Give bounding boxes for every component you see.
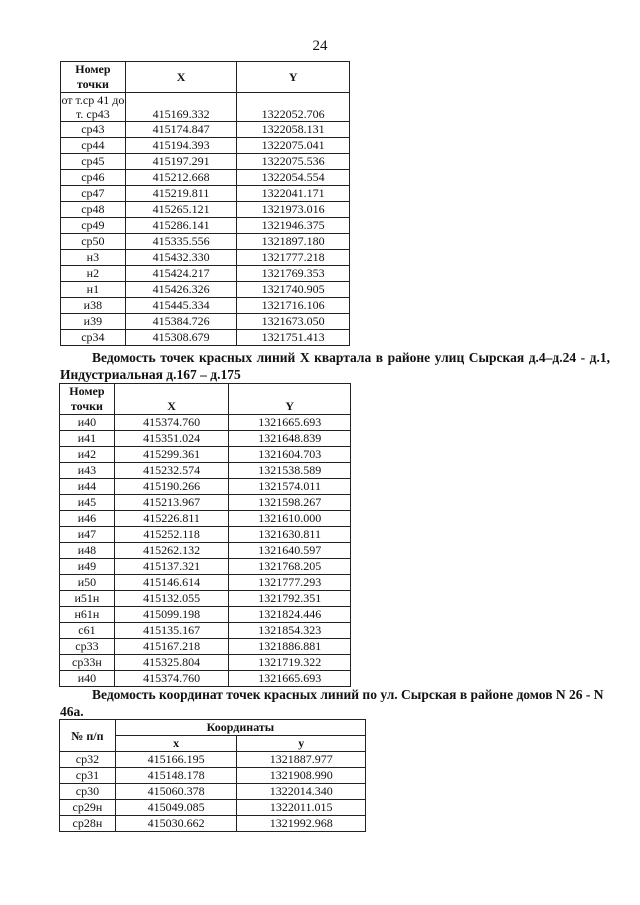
cell-y: 1322058.131 bbox=[237, 122, 350, 138]
cell-y: 1321716.106 bbox=[237, 298, 350, 314]
cell-point: и40 bbox=[60, 415, 115, 431]
cell-x: 415226.811 bbox=[114, 511, 229, 527]
table-row bbox=[60, 431, 351, 447]
header-y: Y bbox=[237, 62, 350, 93]
cell-x: 415174.847 bbox=[125, 122, 237, 138]
table-row bbox=[61, 282, 350, 298]
cell-x: 415232.574 bbox=[114, 463, 229, 479]
cell-point: ср32 bbox=[60, 752, 116, 768]
cell-y: 1321574.011 bbox=[229, 479, 351, 495]
cell-point: и38 bbox=[61, 298, 126, 314]
table-row bbox=[60, 591, 351, 607]
table-row bbox=[60, 495, 351, 511]
header-point-number: Номер точки bbox=[60, 384, 115, 415]
cell-y: 1321648.839 bbox=[229, 431, 351, 447]
header-x: X bbox=[125, 62, 237, 93]
cell-y: 1322052.706 bbox=[237, 93, 350, 122]
cell-x: 415265.121 bbox=[125, 202, 237, 218]
cell-y: 1322011.015 bbox=[237, 800, 366, 816]
cell-y: 1321665.693 bbox=[229, 415, 351, 431]
header-row-number: № п/п bbox=[60, 720, 116, 752]
cell-y: 1322041.171 bbox=[237, 186, 350, 202]
table-row bbox=[61, 154, 350, 170]
table-row bbox=[61, 202, 350, 218]
coordinates-table-3 bbox=[59, 719, 366, 832]
header-x: X bbox=[114, 384, 229, 415]
cell-point: ср45 bbox=[61, 154, 126, 170]
cell-x: 415197.291 bbox=[125, 154, 237, 170]
cell-x: 415252.118 bbox=[114, 527, 229, 543]
table-row bbox=[61, 266, 350, 282]
cell-point: ср43 bbox=[61, 122, 126, 138]
coordinates-table-1 bbox=[60, 61, 350, 346]
cell-y: 1322075.041 bbox=[237, 138, 350, 154]
cell-x: 415286.141 bbox=[125, 218, 237, 234]
cell-point: ср49 bbox=[61, 218, 126, 234]
cell-y: 1321768.205 bbox=[229, 559, 351, 575]
cell-x: 415194.393 bbox=[125, 138, 237, 154]
cell-x: 415384.726 bbox=[125, 314, 237, 330]
cell-point: и41 bbox=[60, 431, 115, 447]
cell-y: 1321777.218 bbox=[237, 250, 350, 266]
cell-y: 1321946.375 bbox=[237, 218, 350, 234]
table-row bbox=[61, 93, 350, 122]
coordinates-table-2 bbox=[59, 383, 351, 687]
table-row bbox=[61, 138, 350, 154]
cell-y: 1321886.881 bbox=[229, 639, 351, 655]
cell-x: 415299.361 bbox=[114, 447, 229, 463]
cell-point: с61 bbox=[60, 623, 115, 639]
header-x: x bbox=[115, 736, 237, 752]
cell-y: 1321992.968 bbox=[237, 816, 366, 832]
cell-point: ср31 bbox=[60, 768, 116, 784]
table-row bbox=[61, 298, 350, 314]
cell-y: 1321824.446 bbox=[229, 607, 351, 623]
cell-point: и39 bbox=[61, 314, 126, 330]
cell-x: 415148.178 bbox=[115, 768, 237, 784]
cell-x: 415351.024 bbox=[114, 431, 229, 447]
cell-y: 1321610.000 bbox=[229, 511, 351, 527]
cell-y: 1321897.180 bbox=[237, 234, 350, 250]
cell-y: 1321740.905 bbox=[237, 282, 350, 298]
cell-x: 415166.195 bbox=[115, 752, 237, 768]
table-row bbox=[60, 816, 366, 832]
cell-point: ср48 bbox=[61, 202, 126, 218]
cell-point: и44 bbox=[60, 479, 115, 495]
cell-point: ср46 bbox=[61, 170, 126, 186]
cell-x: 415190.266 bbox=[114, 479, 229, 495]
header-coordinates: Координаты bbox=[115, 720, 365, 736]
cell-y: 1322054.554 bbox=[237, 170, 350, 186]
cell-x: 415137.321 bbox=[114, 559, 229, 575]
cell-point: н2 bbox=[61, 266, 126, 282]
cell-y: 1321665.693 bbox=[229, 671, 351, 687]
table-row bbox=[61, 170, 350, 186]
section-heading-2: Ведомость точек красных линий X квартала в районе улиц Сырская д.4–д.24 - д.1, Индустриальная д.167 – д.175 bbox=[60, 350, 610, 382]
cell-y: 1321854.323 bbox=[229, 623, 351, 639]
cell-point: ср33 bbox=[60, 639, 115, 655]
cell-x: 415445.334 bbox=[125, 298, 237, 314]
cell-y: 1321719.322 bbox=[229, 655, 351, 671]
cell-x: 415212.668 bbox=[125, 170, 237, 186]
cell-point: ср47 bbox=[61, 186, 126, 202]
cell-point: от т.ср 41 до т. ср43 bbox=[61, 93, 125, 121]
cell-y: 1321640.597 bbox=[229, 543, 351, 559]
cell-y: 1321598.267 bbox=[229, 495, 351, 511]
cell-point: и48 bbox=[60, 543, 115, 559]
cell-point: ср30 bbox=[60, 784, 116, 800]
table-row bbox=[60, 575, 351, 591]
cell-x: 415426.326 bbox=[125, 282, 237, 298]
cell-x: 415308.679 bbox=[125, 330, 237, 346]
table-row bbox=[60, 415, 351, 431]
header-y: y bbox=[237, 736, 366, 752]
cell-x: 415374.760 bbox=[114, 415, 229, 431]
cell-point: н61н bbox=[60, 607, 115, 623]
table-row bbox=[60, 800, 366, 816]
cell-y: 1321538.589 bbox=[229, 463, 351, 479]
section-heading-3: Ведомость координат точек красных линий по ул. Сырская в районе домов N 26 - N 46а. bbox=[60, 687, 604, 719]
cell-y: 1321887.977 bbox=[237, 752, 366, 768]
cell-point: ср50 bbox=[61, 234, 126, 250]
table-row bbox=[60, 447, 351, 463]
cell-x: 415169.332 bbox=[125, 93, 237, 122]
cell-y: 1321604.703 bbox=[229, 447, 351, 463]
cell-point: ср33н bbox=[60, 655, 115, 671]
cell-point: и46 bbox=[60, 511, 115, 527]
cell-y: 1321973.016 bbox=[237, 202, 350, 218]
table-row bbox=[60, 768, 366, 784]
page-number: 24 bbox=[312, 38, 328, 54]
cell-x: 415135.167 bbox=[114, 623, 229, 639]
cell-y: 1321792.351 bbox=[229, 591, 351, 607]
cell-point: н3 bbox=[61, 250, 126, 266]
cell-y: 1321673.050 bbox=[237, 314, 350, 330]
table-row bbox=[60, 752, 366, 768]
cell-x: 415060.378 bbox=[115, 784, 237, 800]
table-row bbox=[61, 250, 350, 266]
cell-y: 1321777.293 bbox=[229, 575, 351, 591]
cell-point: и45 bbox=[60, 495, 115, 511]
table-row bbox=[60, 479, 351, 495]
table-row bbox=[61, 218, 350, 234]
cell-x: 415374.760 bbox=[114, 671, 229, 687]
cell-x: 415213.967 bbox=[114, 495, 229, 511]
cell-x: 415099.198 bbox=[114, 607, 229, 623]
cell-x: 415030.662 bbox=[115, 816, 237, 832]
table-row bbox=[60, 543, 351, 559]
cell-y: 1321751.413 bbox=[237, 330, 350, 346]
cell-point: н1 bbox=[61, 282, 126, 298]
cell-y: 1322014.340 bbox=[237, 784, 366, 800]
cell-x: 415146.614 bbox=[114, 575, 229, 591]
table-row bbox=[60, 511, 351, 527]
table-row bbox=[60, 655, 351, 671]
table-row bbox=[61, 186, 350, 202]
table-row bbox=[60, 623, 351, 639]
cell-x: 415049.085 bbox=[115, 800, 237, 816]
cell-point: и42 bbox=[60, 447, 115, 463]
cell-x: 415325.804 bbox=[114, 655, 229, 671]
table-row bbox=[60, 559, 351, 575]
table-row bbox=[61, 122, 350, 138]
cell-point: и40 bbox=[60, 671, 115, 687]
table-row bbox=[60, 527, 351, 543]
cell-x: 415432.330 bbox=[125, 250, 237, 266]
table-row bbox=[60, 784, 366, 800]
cell-point: ср29н bbox=[60, 800, 116, 816]
cell-y: 1321630.811 bbox=[229, 527, 351, 543]
table-row bbox=[61, 330, 350, 346]
cell-point: и47 bbox=[60, 527, 115, 543]
cell-x: 415167.218 bbox=[114, 639, 229, 655]
table-row bbox=[60, 607, 351, 623]
cell-x: 415132.055 bbox=[114, 591, 229, 607]
table-row bbox=[60, 639, 351, 655]
cell-y: 1321908.990 bbox=[237, 768, 366, 784]
header-point-number: Номер точки bbox=[61, 62, 126, 93]
cell-point: и51н bbox=[60, 591, 115, 607]
cell-point: и50 bbox=[60, 575, 115, 591]
cell-x: 415335.556 bbox=[125, 234, 237, 250]
cell-point: ср44 bbox=[61, 138, 126, 154]
cell-point: и49 bbox=[60, 559, 115, 575]
table-row bbox=[60, 671, 351, 687]
cell-y: 1322075.536 bbox=[237, 154, 350, 170]
cell-x: 415219.811 bbox=[125, 186, 237, 202]
cell-point: и43 bbox=[60, 463, 115, 479]
cell-x: 415262.132 bbox=[114, 543, 229, 559]
table-row bbox=[61, 314, 350, 330]
cell-point: ср34 bbox=[61, 330, 126, 346]
cell-y: 1321769.353 bbox=[237, 266, 350, 282]
cell-point: ср28н bbox=[60, 816, 116, 832]
table-row bbox=[60, 463, 351, 479]
table-row bbox=[61, 234, 350, 250]
cell-x: 415424.217 bbox=[125, 266, 237, 282]
header-y: Y bbox=[229, 384, 351, 415]
